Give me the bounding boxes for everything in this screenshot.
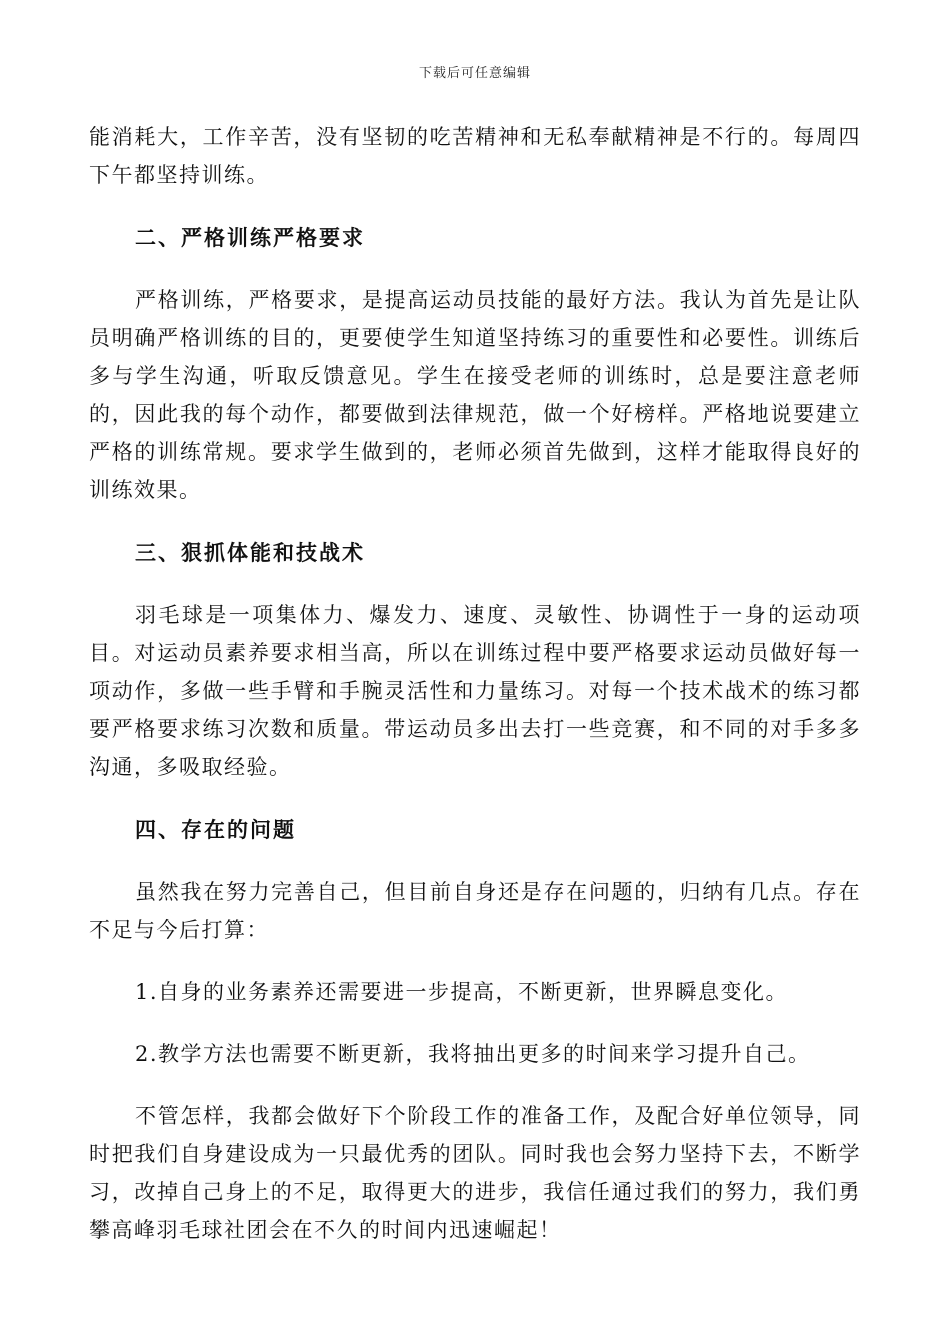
document-body [89,118,861,1249]
paragraph-problems: 虽然我在努力完善自己，但目前自身还是存在问题的，归纳有几点。存在不足与今后打算： [89,880,861,942]
list-item-2: 2.教学方法也需要不断更新，我将抽出更多的时间来学习提升自己。 [135,1042,811,1066]
section-heading-2: 二、严格训练严格要求 [135,225,365,250]
paragraph-strict-training: 严格训练，严格要求，是提高运动员技能的最好方法。我认为首先是让队员明确严格训练的目的，更要使学生知道坚持练习的重要性和必要性。训练后多与学生沟通，听取反馈意见。学生在接受老师的训练时，总是要注意老师的，因此我的每个动作，都要做到法律规范，做一个好榜样。严格地说要建立严格的训练常规。要求学生做到的，老师必须首先做到，这样才能取得良好的训练效果。 [89,288,861,502]
paragraph-fitness-tactics: 羽毛球是一项集体力、爆发力、速度、灵敏性、协调性于一身的运动项目。对运动员素养要求相当高，所以在训练过程中要严格要求运动员做好每一项动作，多做一些手臂和手腕灵活性和力量练习。对每一个技术战术的练习都要严格要求练习次数和质量。带运动员多出去打一些竞赛，和不同的对手多多沟通，多吸取经验。 [89,603,861,779]
paragraph-continuation: 能消耗大，工作辛苦，没有坚韧的吃苦精神和无私奉献精神是不行的。每周四下午都坚持训练。 [89,125,861,187]
section-heading-4: 四、存在的问题 [135,817,296,842]
section-heading-3: 三、狠抓体能和技战术 [135,540,365,565]
header-note: 下载后可任意编辑 [418,66,531,81]
list-item-1: 1.自身的业务素养还需要进一步提高，不断更新，世界瞬息变化。 [135,980,789,1004]
paragraph-conclusion: 不管怎样，我都会做好下个阶段工作的准备工作，及配合好单位领导，同时把我们自身建设成为一只最优秀的团队。同时我也会努力坚持下去，不断学习，改掉自己身上的不足，取得更大的进步，我信任通过我们的努力，我们勇攀高峰羽毛球社团会在不久的时间内迅速崛起！ [89,1104,861,1242]
